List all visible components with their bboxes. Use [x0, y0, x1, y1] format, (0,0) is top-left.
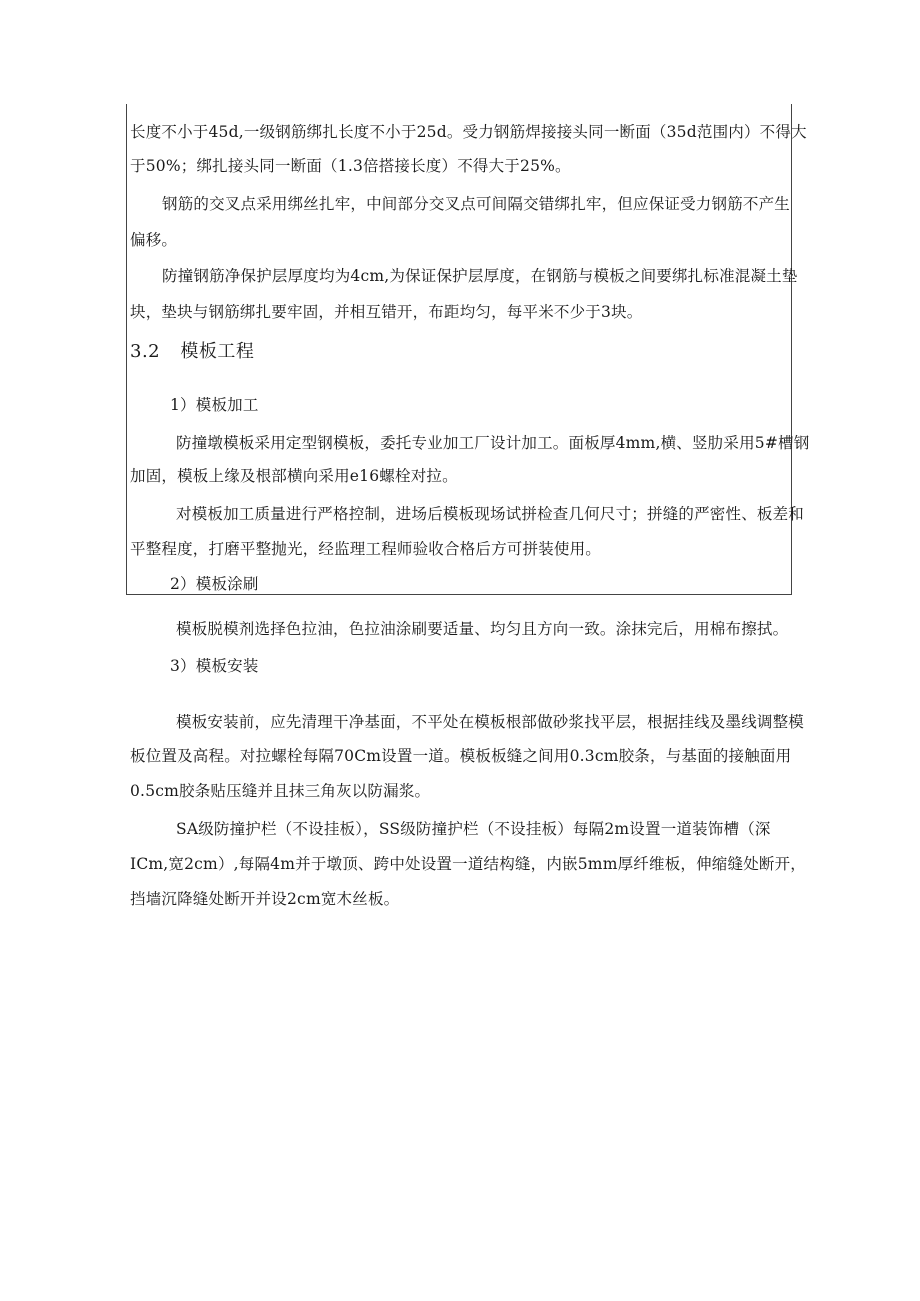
paragraph-line-8: 加固，模板上缘及根部横向采用e16螺栓对拉。 — [130, 467, 458, 485]
paragraph-line-10: 平整程度，打磨平整抛光，经监理工程师验收合格后方可拼装使用。 — [130, 540, 602, 558]
paragraph-line-1: 长度不小于45d,一级钢筋绑扎长度不小于25d。受力钢筋焊接接头同一断面（35d范围内）不得大 — [130, 123, 807, 141]
paragraph-line-9: 对模板加工质量进行严格控制，进场后模板现场试拼检查几何尺寸；拼缝的严密性、板差和 — [176, 505, 805, 523]
subheading-template-coating: 2）模板涂刷 — [170, 575, 259, 593]
paragraph-line-12: 模板安装前，应先清理干净基面，不平处在模板根部做砂浆找平层，根据挂线及墨线调整模 — [176, 713, 805, 731]
section-title: 模板工程 — [180, 341, 255, 362]
paragraph-line-4: 偏移。 — [130, 231, 178, 249]
paragraph-line-6: 块，垫块与钢筋绑扎要牢固，并相互错开，布距均匀，每平米不少于3块。 — [130, 303, 643, 321]
paragraph-line-3: 钢筋的交叉点采用绑丝扎牢，中间部分交叉点可间隔交错绑扎牢，但应保证受力钢筋不产生 — [162, 195, 791, 213]
paragraph-line-11: 模板脱模剂选择色拉油，色拉油涂刷要适量、均匀且方向一致。涂抹完后，用棉布擦拭。 — [176, 620, 789, 638]
paragraph-line-14: 0.5cm胶条贴压缝并且抹三角灰以防漏浆。 — [130, 782, 431, 800]
paragraph-line-16: ICm,宽2cm）,每隔4m并于墩顶、跨中处设置一道结构缝，内嵌5mm厚纤维板，伸缩缝处断开， — [130, 855, 806, 873]
paragraph-line-7: 防撞墩模板采用定型钢模板，委托专业加工厂设计加工。面板厚4mm,横、竖肋采用5#槽钢 — [176, 434, 810, 452]
subheading-template-processing: 1）模板加工 — [170, 396, 259, 414]
paragraph-line-5: 防撞钢筋净保护层厚度均为4cm,为保证保护层厚度，在钢筋与模板之间要绑扎标准混凝土垫 — [162, 267, 798, 285]
paragraph-line-15: SA级防撞护栏（不设挂板），SS级防撞护栏（不设挂板）每隔2m设置一道装饰槽（深 — [176, 820, 771, 838]
paragraph-line-17: 挡墙沉降缝处断开并设2cm宽木丝板。 — [130, 890, 400, 908]
subheading-template-install: 3）模板安装 — [170, 657, 259, 675]
section-heading — [130, 341, 254, 363]
section-number: 3.2 — [130, 341, 161, 362]
paragraph-line-2: 于50%；绑扎接头同一断面（1.3倍搭接长度）不得大于25%。 — [130, 157, 571, 175]
paragraph-line-13: 板位置及高程。对拉螺栓每隔70Cm设置一道。模板板缝之间用0.3cm胶条，与基面的接触面用 — [130, 747, 792, 765]
